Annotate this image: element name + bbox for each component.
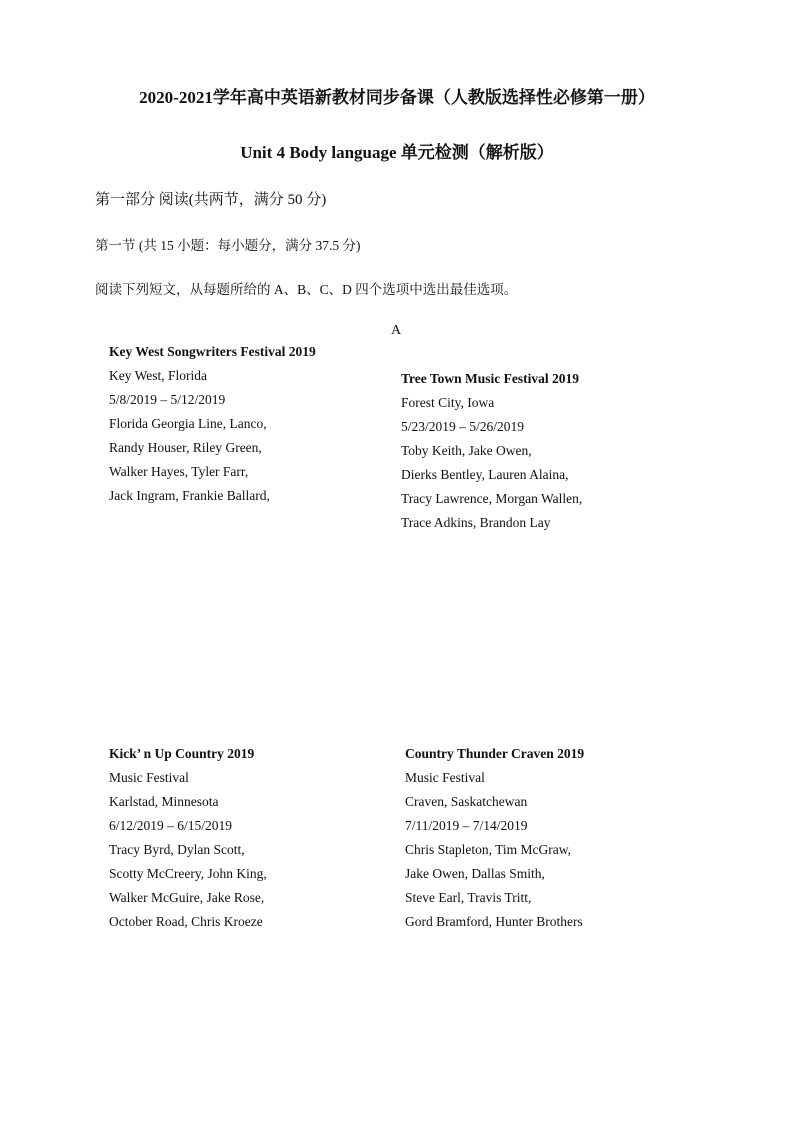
festival-name: Tree Town Music Festival 2019	[401, 371, 579, 386]
festival-name: Kick’ n Up Country 2019	[109, 746, 255, 761]
festival-line: Key West, Florida	[109, 368, 208, 383]
festival-line: Music Festival	[109, 770, 189, 785]
festival-line: Walker Hayes, Tyler Farr,	[109, 464, 249, 479]
festival-card	[109, 742, 267, 934]
festival-card	[109, 340, 316, 508]
festival-line: 5/8/2019 – 5/12/2019	[109, 392, 226, 407]
document-subtitle: Unit 4 Body language 单元检测（解析版）	[240, 143, 554, 162]
festival-name: Key West Songwriters Festival 2019	[109, 344, 316, 359]
festival-card	[401, 367, 582, 535]
festival-line: Gord Bramford, Hunter Brothers	[405, 914, 583, 929]
festival-line: Florida Georgia Line, Lanco,	[109, 416, 267, 431]
section-heading: 第一节 (共 15 小题：每小题分，满分 37.5 分)	[95, 238, 361, 253]
festival-line: 6/12/2019 – 6/15/2019	[109, 818, 233, 833]
festival-line: 7/11/2019 – 7/14/2019	[405, 818, 528, 833]
festival-line: Steve Earl, Travis Tritt,	[405, 890, 532, 905]
festival-line: Scotty McCreery, John King,	[109, 866, 267, 881]
part-heading: 第一部分 阅读(共两节，满分 50 分)	[95, 192, 327, 208]
instruction-text: 阅读下列短文，从每题所给的 A、B、C、D 四个选项中选出最佳选项。	[95, 282, 518, 297]
document-title: 2020-2021学年高中英语新教材同步备课（人教版选择性必修第一册）	[139, 88, 655, 107]
festival-line: Chris Stapleton, Tim McGraw,	[405, 842, 572, 857]
festival-line: Tracy Lawrence, Morgan Wallen,	[401, 491, 583, 506]
festival-line: Craven, Saskatchewan	[405, 794, 528, 809]
festival-name: Country Thunder Craven 2019	[405, 746, 585, 761]
festival-line: Jack Ingram, Frankie Ballard,	[109, 488, 270, 503]
festival-line: Karlstad, Minnesota	[109, 794, 219, 809]
festival-line: 5/23/2019 – 5/26/2019	[401, 419, 525, 434]
festival-line: Dierks Bentley, Lauren Alaina,	[401, 467, 569, 482]
festival-line: Jake Owen, Dallas Smith,	[405, 866, 545, 881]
festival-line: Toby Keith, Jake Owen,	[401, 443, 532, 458]
festival-card	[405, 742, 584, 934]
festival-line: Forest City, Iowa	[401, 395, 495, 410]
festival-line: Tracy Byrd, Dylan Scott,	[109, 842, 245, 857]
festival-line: Randy Houser, Riley Green,	[109, 440, 262, 455]
festival-line: Trace Adkins, Brandon Lay	[401, 515, 551, 530]
festival-line: Music Festival	[405, 770, 485, 785]
festival-line: October Road, Chris Kroeze	[109, 914, 263, 929]
passage-label: A	[391, 323, 402, 338]
festival-line: Walker McGuire, Jake Rose,	[109, 890, 265, 905]
